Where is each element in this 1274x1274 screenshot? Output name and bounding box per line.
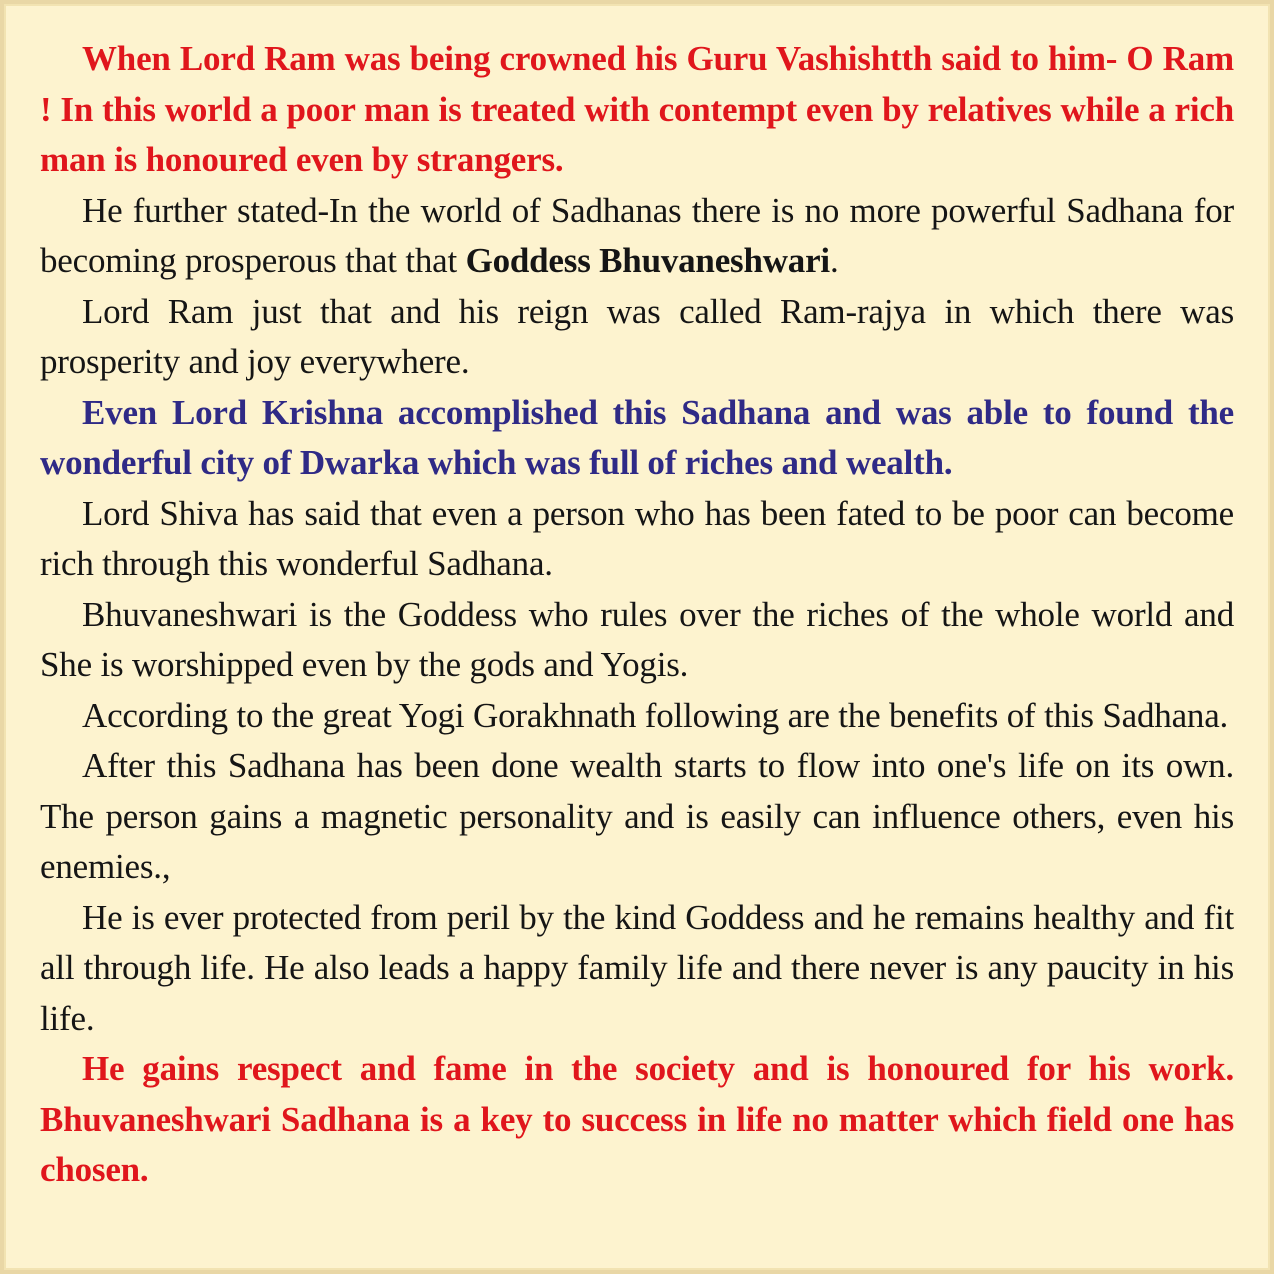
goddess-name-bold: Goddess Bhuvaneshwari — [465, 241, 830, 280]
paragraph-gorakhnath: According to the great Yogi Gorakhnath following are the benefits of this Sadhana. — [82, 695, 1229, 735]
paragraph-further-stated — [40, 186, 1234, 287]
paragraph-ram-rajya: Lord Ram just that and his reign was called Ram-rajya in which there was prosperity and joy everywhere. — [40, 291, 1234, 381]
paragraph-lord-shiva: Lord Shiva has said that even a person who has been fated to be poor can become rich through this wonderful Sadhana. — [40, 493, 1234, 583]
paragraph-vashishtha-quote: When Lord Ram was being crowned his Guru Vashishtth said to him- O Ram ! In this world a poor man is treated with contempt even by relatives while a rich man is honoured even by strangers. — [40, 39, 1234, 179]
paragraph-respect-fame: He gains respect and fame in the society and is honoured for his work. Bhuvaneshwari Sadhana is a key to success in life no matter which field one has chosen. — [40, 1049, 1234, 1189]
paragraph-further-stated-end: . — [829, 241, 839, 280]
paragraph-bhuvaneshwari-rules: Bhuvaneshwari is the Goddess who rules over the riches of the whole world and She is worshipped even by the gods and Yogis. — [40, 594, 1234, 684]
document-page — [4, 4, 1270, 1270]
paragraph-protected: He is ever protected from peril by the kind Goddess and he remains healthy and fit all through life. He also leads a happy family life and there never is any paucity in his life. — [40, 897, 1234, 1038]
paragraph-wealth-flow: After this Sadhana has been done wealth starts to flow into one's life on its own. The person gains a magnetic personality and is easily can influence others, even his enemies., — [40, 746, 1234, 886]
paragraph-further-stated-text: He further stated-In the world of Sadhanas there is no more powerful Sadhana for becoming prosperous that that — [40, 190, 1234, 280]
paragraph-krishna-dwarka: Even Lord Krishna accomplished this Sadhana and was able to found the wonderful city of Dwarka which was full of riches and wealth. — [40, 392, 1234, 482]
